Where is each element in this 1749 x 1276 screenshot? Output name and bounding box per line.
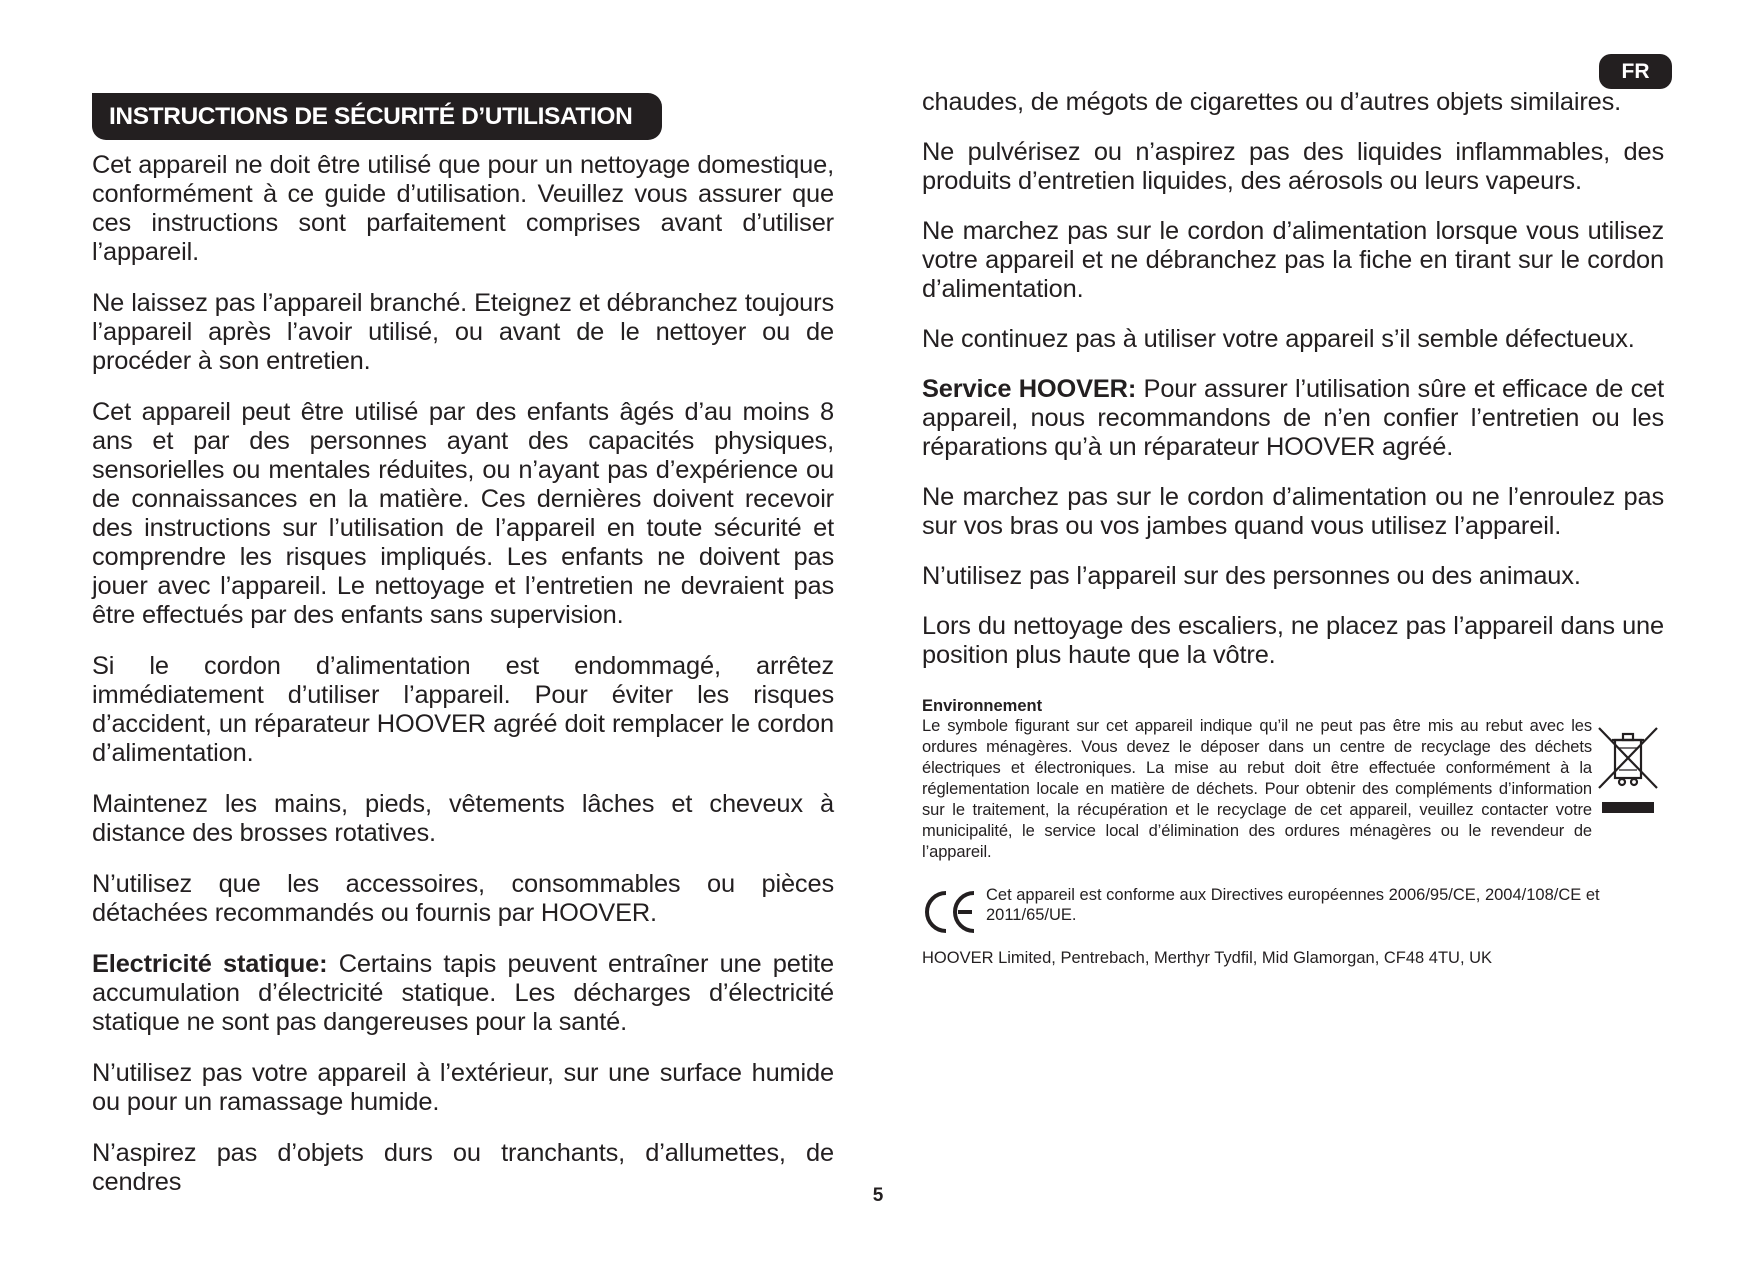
environment-section (922, 697, 1664, 863)
paragraph-accessories: N’utilisez que les accessoires, consommables ou pièces détachées recommandés ou fournis par HOOVER. (92, 870, 834, 927)
hoover-service-text: Pour assurer l’utilisation sûre et efficace de cet appareil, nous recommandons de n’en confier l’entretien ou les réparations qu’à un réparateur HOOVER agréé. (922, 375, 1664, 461)
weee-crossed-bin-icon (1596, 716, 1664, 818)
paragraph-flammable-liquids: Ne pulvérisez ou n’aspirez pas des liquides inflammables, des produits d’entretien liquides, des aérosols ou leurs vapeurs. (922, 138, 1664, 195)
paragraph-hard-objects-continued: chaudes, de mégots de cigarettes ou d’autres objets similaires. (922, 88, 1622, 116)
paragraph-stairs: Lors du nettoyage des escaliers, ne placez pas l’appareil dans une position plus haute que la vôtre. (922, 612, 1664, 669)
static-electricity-text: Certains tapis peuvent entraîner une petite accumulation d’électricité statique. Les décharges d’électricité statique ne sont pas dangereuses pour la santé. (92, 950, 834, 1036)
section-heading: INSTRUCTIONS DE SÉCURITÉ D’UTILISATION (92, 93, 662, 140)
paragraph-hard-objects: N’aspirez pas d’objets durs ou tranchants, d’allumettes, de cendres (92, 1139, 834, 1196)
paragraph-outdoor-use: N’utilisez pas votre appareil à l’extérieur, sur une surface humide ou pour un ramassage humide. (92, 1059, 834, 1116)
paragraph-rotating-brushes: Maintenez les mains, pieds, vêtements lâches et cheveux à distance des brosses rotatives. (92, 790, 834, 847)
ce-conformity (922, 885, 1664, 936)
paragraph-damaged-cord: Si le cordon d’alimentation est endommagé, arrêtez immédiatement d’utiliser l’appareil. Pour éviter les risques d’accident, un réparateur HOOVER agréé doit remplacer le cordon d’alimentation. (92, 652, 834, 767)
paragraph-defective: Ne continuez pas à utiliser votre appareil s’il semble défectueux. (922, 325, 1635, 353)
page-number: 5 (872, 1185, 884, 1206)
environment-text: Le symbole figurant sur cet appareil indique qu’il ne peut pas être mis au rebut avec les ordures ménagères. Vous devez le déposer dans un centre de recyclage des déchets électriques et électroniques. La mise au rebut doit être effectuée conformément à la réglementation locale en matière de déchets. Pour obtenir des compléments d’information sur le traitement, la récupération et le recyclage de cet appareil, veuillez contacter votre municipalité, le service local d’élimination des ordures ménagères ou le revendeur de l’appareil. (922, 717, 1592, 861)
right-column (922, 88, 1664, 691)
paragraph-domestic-use: Cet appareil ne doit être utilisé que pour un nettoyage domestique, conformément à ce guide d’utilisation. Veuillez vous assurer que ces instructions sont parfaitement comprises avant d’utiliser l’appareil. (92, 151, 834, 266)
manufacturer-address: HOOVER Limited, Pentrebach, Merthyr Tydfil, Mid Glamorgan, CF48 4TU, UK (922, 949, 1493, 967)
left-column (92, 151, 834, 1219)
paragraph-people-animals: N’utilisez pas l’appareil sur des personnes ou des animaux. (922, 562, 1581, 590)
paragraph-cord-walking: Ne marchez pas sur le cordon d’alimentation lorsque vous utilisez votre appareil et ne débranchez pas la fiche en tirant sur le cordon d’alimentation. (922, 217, 1664, 303)
paragraph-static-electricity (92, 950, 834, 1037)
paragraph-hoover-service (922, 375, 1664, 462)
static-electricity-label: Electricité statique: (92, 950, 328, 978)
ce-conformity-text: Cet appareil est conforme aux Directives européennes 2006/95/CE, 2004/108/CE et 2011/65/UE. (986, 886, 1600, 924)
hoover-service-label: Service HOOVER: (922, 375, 1137, 403)
ce-mark-icon (922, 888, 978, 936)
paragraph-cord-wrapping: Ne marchez pas sur le cordon d’alimentation ou ne l’enroulez pas sur vos bras ou vos jambes quand vous utilisez l’appareil. (922, 483, 1664, 540)
paragraph-children: Cet appareil peut être utilisé par des enfants âgés d’au moins 8 ans et par des personnes ayant des capacités physiques, sensorielles ou mentales réduites, ou n’ayant pas d’expérience ou de connaissances en la matière. Ces dernières doivent recevoir des instructions sur l’utilisation de l’appareil en toute sécurité et comprendre les risques impliqués. Les enfants ne doivent pas jouer avec l’appareil. Le nettoyage et l’entretien ne devraient pas être effectués par des enfants sans supervision. (92, 398, 834, 629)
paragraph-unplug: Ne laissez pas l’appareil branché. Eteignez et débranchez toujours l’appareil après l’avoir utilisé, ou avant de le nettoyer ou de procéder à son entretien. (92, 289, 834, 375)
environment-title: Environnement (922, 697, 1043, 715)
language-badge: FR (1599, 54, 1672, 89)
